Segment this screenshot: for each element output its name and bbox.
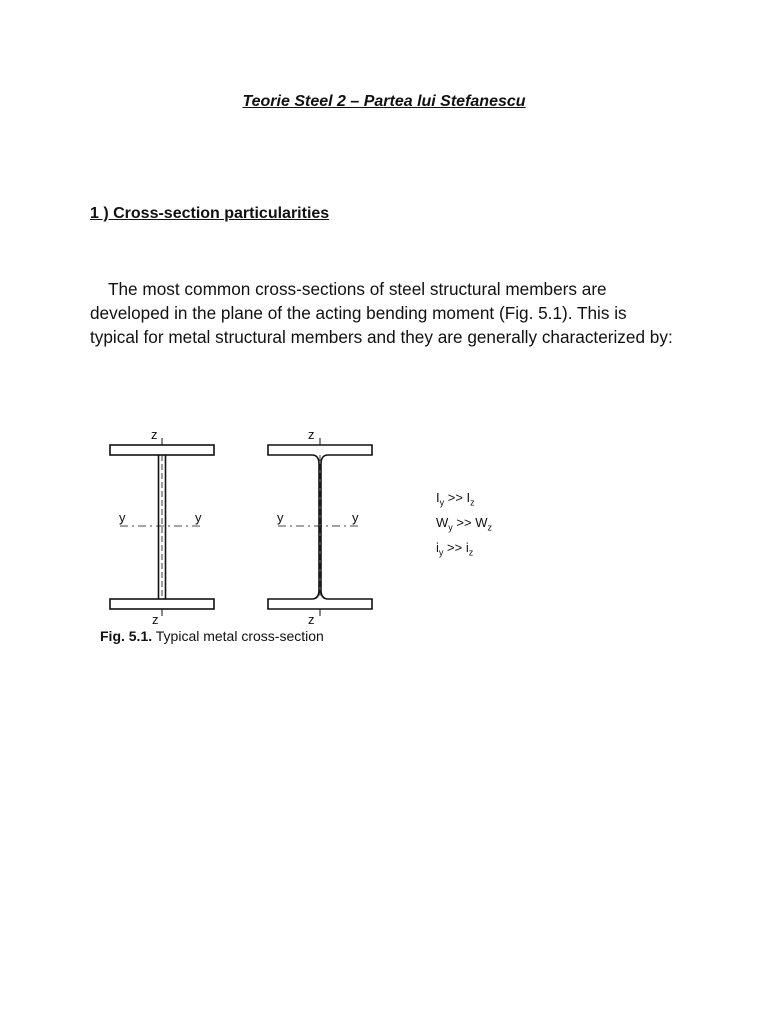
axis-y-left-right: y (277, 510, 284, 525)
axis-z-top-right: z (308, 427, 315, 442)
section-heading: 1 ) Cross-section particularities (90, 205, 330, 222)
figure-caption-text: Typical metal cross-section (152, 628, 324, 644)
axis-y-right-left: y (195, 510, 202, 525)
axis-z-top-left: z (151, 427, 158, 442)
figure-caption-label: Fig. 5.1. (100, 628, 153, 644)
welded-i-section (110, 438, 214, 616)
figure-5-1 (90, 420, 530, 650)
relation-gyration-radius: $i_y >> i_z$ (436, 540, 474, 558)
document-title: Teorie Steel 2 – Partea lui Stefanescu (242, 93, 526, 110)
axis-z-bottom-left: z (152, 612, 159, 627)
figure-caption (100, 628, 324, 644)
body-paragraph: The most common cross-sections of steel structural members are developed in the plane of the acting bending moment (Fig. 5.1). This is typical for metal structural members and they are generally characterized by: (90, 279, 673, 347)
relation-inertia: $I_y >> I_z$ (436, 490, 475, 508)
rolled-i-section (268, 438, 372, 616)
axis-y-right-right: y (352, 510, 359, 525)
axis-y-left-left: y (119, 510, 126, 525)
relation-section-modulus: $W_y >> W_z$ (436, 515, 492, 533)
axis-z-bottom-right: z (308, 612, 315, 627)
